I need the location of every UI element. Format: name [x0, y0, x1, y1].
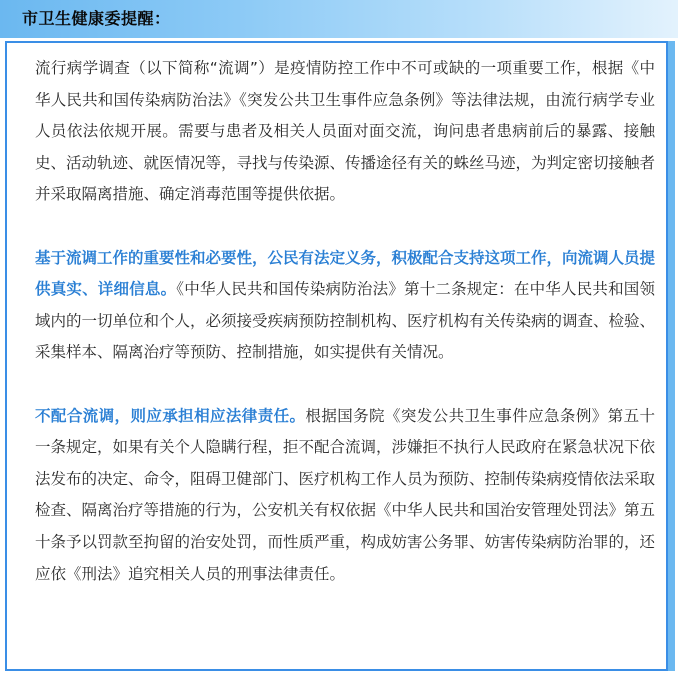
paragraph-intro	[35, 53, 655, 211]
header-title: 市卫生健康委提醒：	[22, 9, 171, 28]
paragraph-liability-highlight: 不配合流调，则应承担相应法律责任。	[35, 406, 306, 425]
paragraph-obligation-highlight: 基于流调工作的重要性和必要性，公民有法定义务，积极配合支持这项工作，向流调人员提供真实、详细信息。	[35, 248, 656, 299]
paragraph-obligation	[35, 243, 655, 369]
paragraph-liability-body: 根据国务院《突发公共卫生事件应急条例》第五十一条规定，如果有关个人隐瞒行程，拒不配合流调，涉嫌拒不执行人民政府在紧急状况下依法发布的决定、命令，阻碍卫健部门、医疗机构工作人员为预防、控制传染病疫情依法采取检查、隔离治疗等措施的行为，公安机关有权依据《中华人民共和国治安管理处罚法》第五十条予以罚款至拘留的治安处罚，而性质严重，构成妨害公务罪、妨害传染病防治罪的，还应依《刑法》追究相关人员的刑事法律责任。	[35, 406, 656, 583]
header-bar	[0, 0, 678, 38]
content-box	[5, 41, 668, 671]
paragraph-obligation-body: 《中华人民共和国传染病防治法》第十二条规定：在中华人民共和国领域内的一切单位和个人，必须接受疾病预防控制机构、医疗机构有关传染病的调查、检验、采集样本、隔离治疗等预防、控制措施，如实提供有关情况。	[35, 280, 656, 362]
article-text	[35, 53, 655, 590]
paragraph-intro-body: 流行病学调查（以下简称“流调”）是疫情防控工作中不可或缺的一项重要工作，根据《中华人民共和国传染病防治法》《突发公共卫生事件应急条例》等法律法规，由流行病学专业人员依法依规开展。需要与患者及相关人员面对面交流，询问患者患病前后的暴露、接触史、活动轨迹、就医情况等，寻找与传染源、传播途径有关的蛛丝马迹，为判定密切接触者并采取隔离措施、确定消毒范围等提供依据。	[35, 59, 656, 204]
paragraph-liability	[35, 401, 655, 591]
